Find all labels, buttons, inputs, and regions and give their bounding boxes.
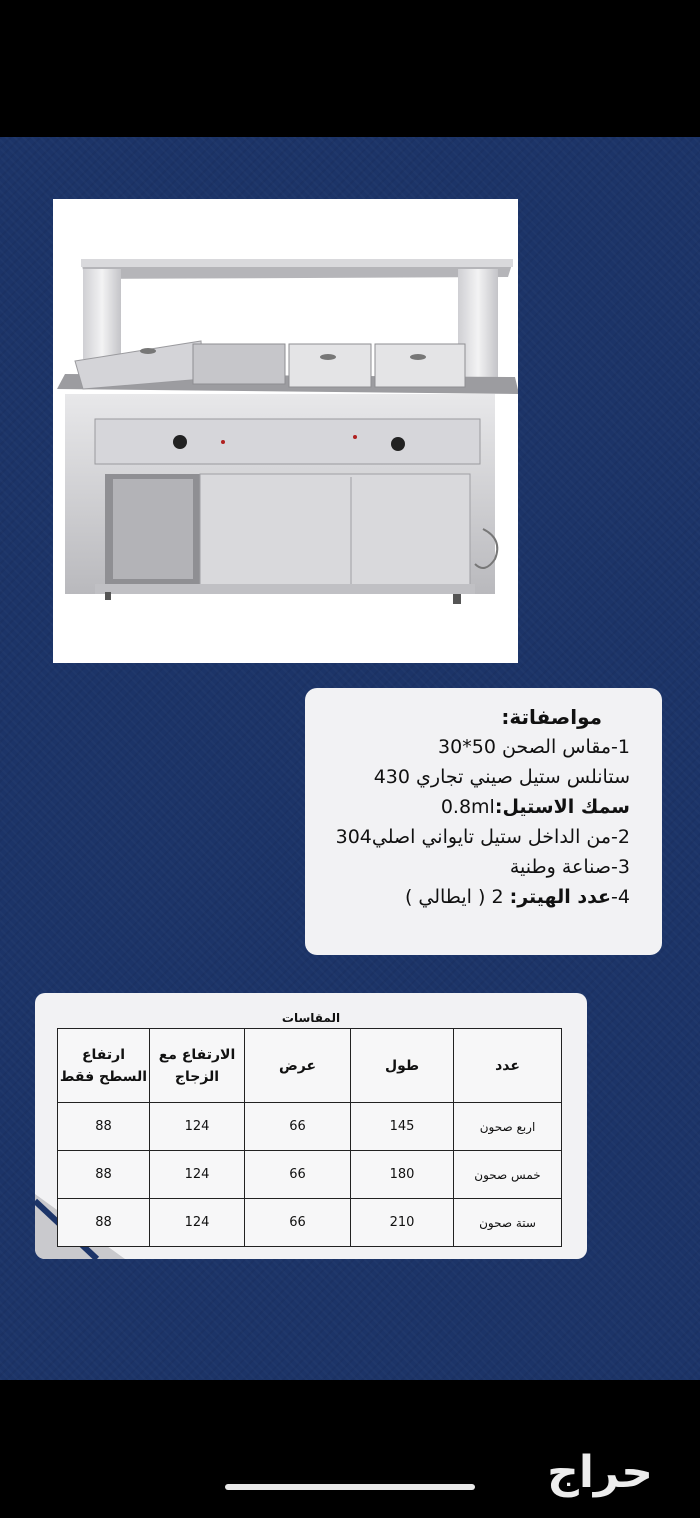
table-row (58, 1103, 562, 1151)
table-row (58, 1151, 562, 1199)
spec-manufacture: 3-صناعة وطنية (509, 856, 630, 878)
dimensions-card (35, 993, 587, 1259)
product-photo (53, 199, 518, 663)
cell-count: ستة صحون (454, 1199, 562, 1247)
specifications-card (305, 688, 662, 955)
cell-length: 145 (351, 1103, 454, 1151)
spec-stainless-grade: ستانلس ستيل صيني تجاري 430 (373, 766, 630, 788)
header-length: طول (351, 1029, 454, 1103)
spec-heaters-label: عدد الهيتر: (509, 886, 612, 908)
haraj-watermark (225, 1447, 675, 1507)
spec-heaters (315, 882, 630, 912)
watermark-text: حراج (547, 1447, 653, 1498)
spec-steel-thickness-value: 0.8ml (440, 796, 495, 818)
header-width: عرض (245, 1029, 351, 1103)
dimensions-title: المقاسات (281, 1011, 341, 1025)
header-count: عدد (454, 1029, 562, 1103)
dimensions-table (57, 1028, 562, 1247)
watermark-bar (225, 1484, 475, 1490)
spec-inner-steel: 2-من الداخل ستيل تايواني اصلي304 (335, 826, 630, 848)
cell-height-glass: 124 (150, 1151, 245, 1199)
table-row (58, 1199, 562, 1247)
cell-width: 66 (245, 1199, 351, 1247)
spec-steel-thickness (315, 792, 630, 822)
cell-length: 210 (351, 1199, 454, 1247)
specs-heading: مواصفاتة: (501, 705, 602, 729)
cell-count: اربع صحون (454, 1103, 562, 1151)
cell-height-surface: 88 (58, 1151, 150, 1199)
spec-steel-thickness-label: سمك الاستيل: (494, 796, 630, 818)
spec-heaters-value: 2 ( ايطالي ) (404, 886, 504, 908)
header-height-surface: ارتفاع السطح فقط (58, 1029, 150, 1103)
cell-height-surface: 88 (58, 1199, 150, 1247)
cell-height-surface: 88 (58, 1103, 150, 1151)
cell-height-glass: 124 (150, 1199, 245, 1247)
cell-width: 66 (245, 1151, 351, 1199)
cell-length: 180 (351, 1151, 454, 1199)
table-header-row (58, 1029, 562, 1103)
spec-pan-size: 1-مقاس الصحن 50*30 (438, 736, 630, 758)
cell-height-glass: 124 (150, 1103, 245, 1151)
header-height-glass: الارتفاع مع الزجاج (150, 1029, 245, 1103)
cell-width: 66 (245, 1103, 351, 1151)
spec-heaters-prefix: 4- (611, 886, 630, 908)
cell-count: خمس صحون (454, 1151, 562, 1199)
